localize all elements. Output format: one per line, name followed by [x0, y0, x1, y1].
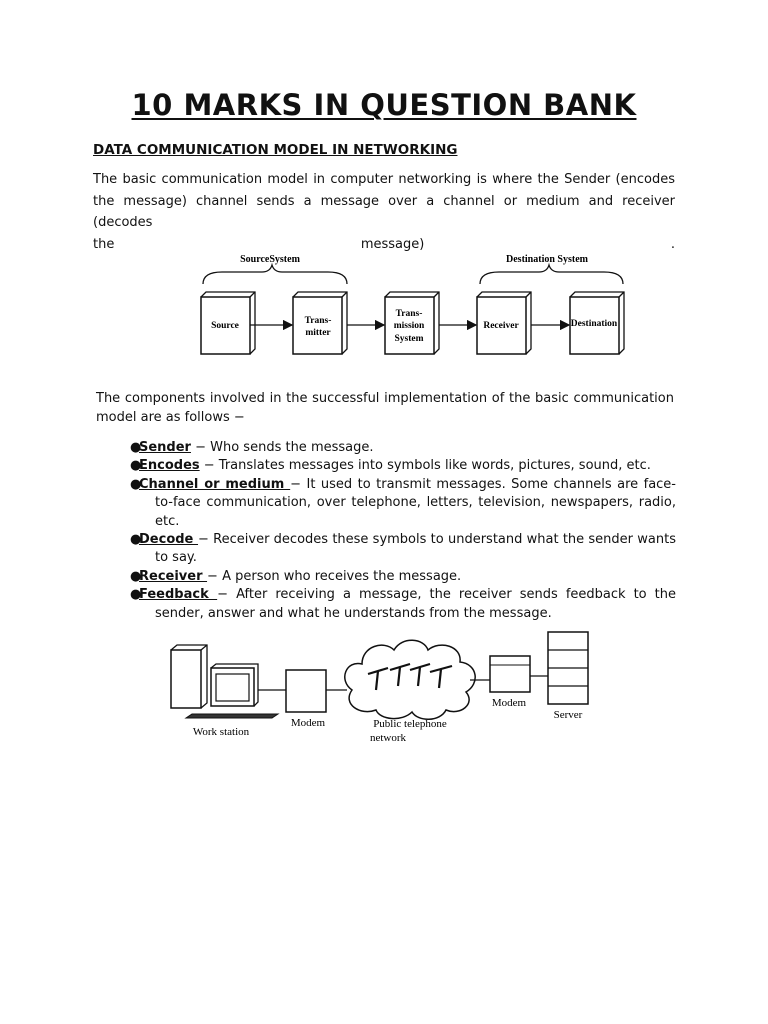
- keyboard-icon: [186, 714, 278, 718]
- source-brace: [203, 265, 347, 284]
- list-item: [130, 439, 676, 457]
- list-item: [130, 457, 676, 475]
- destination-brace: [480, 265, 623, 284]
- list-item: [130, 568, 676, 586]
- component-term: Feedback: [139, 587, 218, 603]
- destination-label: Destination: [570, 319, 618, 329]
- network-label-1: Public telephone: [373, 718, 447, 730]
- component-term: Encodes: [139, 458, 200, 474]
- bullet-icon: ●: [130, 458, 142, 474]
- transmission-label-2: mission: [393, 321, 425, 331]
- intro-text: The basic communication model in computer networking is where the Sender (encodes the message) channel sends a message over a channel or medium and receiver (decodes: [93, 172, 675, 230]
- component-term: Sender: [139, 440, 191, 455]
- receiver-label: Receiver: [483, 321, 519, 331]
- destination-system-label: Destination System: [506, 254, 588, 265]
- transmission-label-3: System: [394, 334, 424, 344]
- server-label: Server: [553, 709, 583, 721]
- bullet-icon: ●: [130, 568, 142, 584]
- transmitter-label-1: Trans-: [304, 316, 332, 326]
- component-desc: − A person who receives the message.: [207, 568, 462, 584]
- bullet-icon: ●: [130, 476, 142, 492]
- transmission-label-1: Trans-: [395, 309, 423, 319]
- component-term: Decode: [139, 532, 199, 548]
- page-title: 10 MARKS IN QUESTION BANK: [131, 88, 637, 122]
- communication-model-diagram: [0, 0, 768, 380]
- modem-left-label: Modem: [290, 717, 326, 729]
- bullet-icon: ●: [130, 440, 142, 455]
- intro-period: .: [670, 236, 675, 252]
- modem-right-icon: [490, 656, 530, 692]
- network-diagram: [0, 620, 768, 760]
- monitor-icon: [211, 664, 258, 706]
- workstation-tower-icon: [171, 645, 207, 708]
- modem-left-icon: [286, 670, 326, 712]
- component-desc: − It used to transmit messages. Some channels are face-to-face communication, over telephone, letters, television, newspapers, radio, etc.: [155, 476, 677, 529]
- server-icon: [548, 632, 588, 704]
- source-label: Source: [211, 321, 239, 331]
- section-heading: DATA COMMUNICATION MODEL IN NETWORKING: [93, 142, 458, 158]
- component-term: Channel or medium: [139, 476, 291, 492]
- components-intro: The components involved in the successful implementation of the basic communication model are as follows −: [96, 391, 674, 425]
- component-desc: − After receiving a message, the receiver sends feedback to the sender, answer and what he understands from the message.: [155, 587, 676, 621]
- transmitter-label-2: mitter: [305, 328, 331, 338]
- modem-right-label: Modem: [491, 697, 527, 709]
- source-system-label: SourceSystem: [240, 254, 300, 265]
- intro-word-message: message): [360, 236, 425, 252]
- intro-word-the: the: [93, 236, 115, 252]
- component-desc: − Translates messages into symbols like words, pictures, sound, etc.: [199, 458, 651, 474]
- list-item: [130, 586, 676, 623]
- bullet-icon: ●: [130, 532, 142, 548]
- network-cloud-icon: [345, 640, 475, 719]
- workstation-label: Work station: [192, 726, 250, 738]
- list-item: [130, 531, 676, 568]
- component-term: Receiver: [139, 568, 208, 584]
- list-item: [130, 476, 676, 531]
- components-list: [130, 439, 676, 623]
- bullet-icon: ●: [130, 587, 142, 603]
- component-desc: − Receiver decodes these symbols to understand what the sender wants to say.: [155, 532, 676, 566]
- component-desc: − Who sends the message.: [190, 440, 374, 455]
- network-label-2: network: [369, 732, 407, 744]
